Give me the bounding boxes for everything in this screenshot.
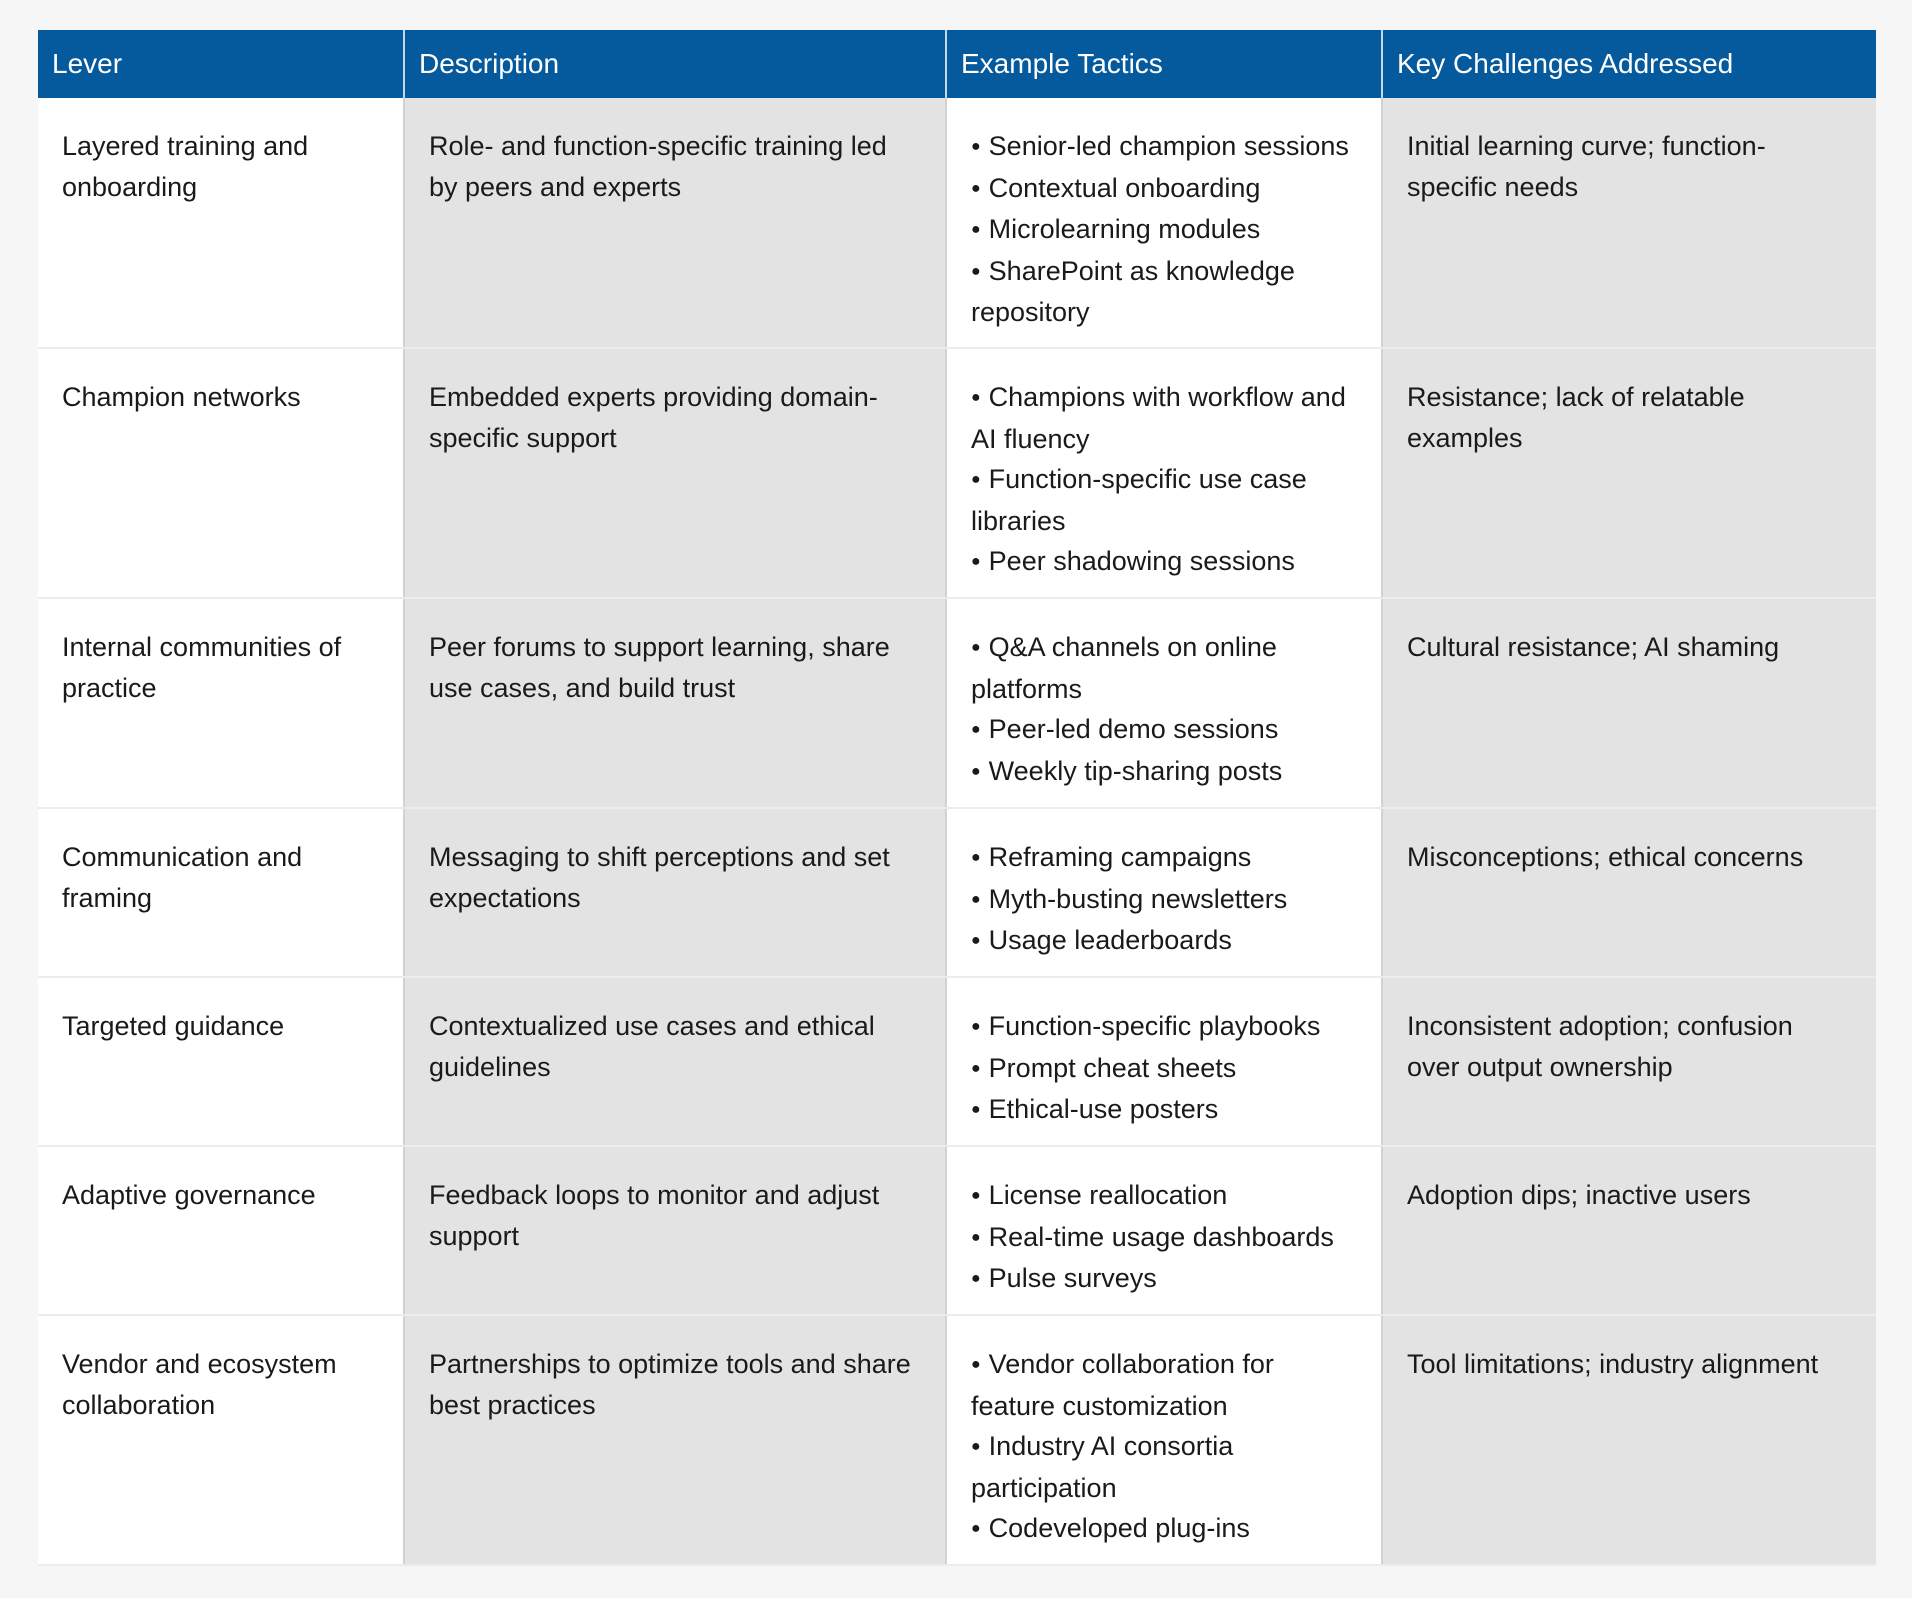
tactic-list-item: ● Usage leaderboards [971, 920, 1357, 962]
tactic-list-item: ● Ethical-use posters [971, 1089, 1357, 1131]
tactics-cell [946, 348, 1382, 598]
tactic-list-item: ● Prompt cheat sheets [971, 1048, 1357, 1090]
tactic-list-item: ● Real-time usage dashboards [971, 1217, 1357, 1259]
tactic-list-item: ● Myth-busting newsletters [971, 879, 1357, 921]
levers-table-container [38, 30, 1876, 1566]
lever-cell: Internal communities of practice [38, 598, 404, 808]
tactics-cell [946, 977, 1382, 1146]
lever-cell: Vendor and ecosystem collaboration [38, 1315, 404, 1565]
tactic-list-item: ● Weekly tip-sharing posts [971, 751, 1357, 793]
tactic-list-item: ● Industry AI consortia participation [971, 1426, 1357, 1508]
tactic-list-item: ● Peer-led demo sessions [971, 709, 1357, 751]
tactic-list-item: ● Function-specific use case libraries [971, 459, 1357, 541]
header-tactics: Example Tactics [946, 30, 1382, 98]
tactic-list-item: ● Peer shadowing sessions [971, 541, 1357, 583]
challenges-cell: Inconsistent adoption; confusion over output ownership [1382, 977, 1876, 1146]
table-header [38, 30, 1876, 98]
tactic-list-item: ● Pulse surveys [971, 1258, 1357, 1300]
table-row [38, 1315, 1876, 1565]
challenges-cell: Initial learning curve; function-specific needs [1382, 98, 1876, 348]
header-row [38, 30, 1876, 98]
table-row [38, 977, 1876, 1146]
lever-cell: Layered training and onboarding [38, 98, 404, 348]
table-row [38, 1146, 1876, 1315]
description-cell: Embedded experts providing domain-specific support [404, 348, 946, 598]
tactics-cell [946, 1315, 1382, 1565]
tactic-list-item: ● Function-specific playbooks [971, 1006, 1357, 1048]
challenges-cell: Cultural resistance; AI shaming [1382, 598, 1876, 808]
tactic-list-item: ● Reframing campaigns [971, 837, 1357, 879]
description-cell: Peer forums to support learning, share use cases, and build trust [404, 598, 946, 808]
challenges-cell: Tool limitations; industry alignment [1382, 1315, 1876, 1565]
table-body [38, 98, 1876, 1565]
table-row [38, 348, 1876, 598]
challenges-cell: Adoption dips; inactive users [1382, 1146, 1876, 1315]
tactic-list-item: ● Codeveloped plug-ins [971, 1508, 1357, 1550]
tactic-list-item: ● License reallocation [971, 1175, 1357, 1217]
challenges-cell: Misconceptions; ethical concerns [1382, 808, 1876, 977]
description-cell: Partnerships to optimize tools and share best practices [404, 1315, 946, 1565]
tactic-list-item: ● SharePoint as knowledge repository [971, 251, 1357, 333]
table-row [38, 98, 1876, 348]
lever-cell: Adaptive governance [38, 1146, 404, 1315]
description-cell: Role- and function-specific training led by peers and experts [404, 98, 946, 348]
challenges-cell: Resistance; lack of relatable examples [1382, 348, 1876, 598]
description-cell: Contextualized use cases and ethical guidelines [404, 977, 946, 1146]
header-challenges: Key Challenges Addressed [1382, 30, 1876, 98]
tactic-list-item: ● Q&A channels on online platforms [971, 627, 1357, 709]
tactic-list-item: ● Champions with workflow and AI fluency [971, 377, 1357, 459]
header-description: Description [404, 30, 946, 98]
tactic-list-item: ● Microlearning modules [971, 209, 1357, 251]
lever-cell: Communication and framing [38, 808, 404, 977]
description-cell: Feedback loops to monitor and adjust support [404, 1146, 946, 1315]
table-row [38, 598, 1876, 808]
tactic-list-item: ● Vendor collaboration for feature customization [971, 1344, 1357, 1426]
header-lever: Lever [38, 30, 404, 98]
description-cell: Messaging to shift perceptions and set expectations [404, 808, 946, 977]
tactics-cell [946, 98, 1382, 348]
tactic-list-item: ● Senior-led champion sessions [971, 126, 1357, 168]
lever-cell: Champion networks [38, 348, 404, 598]
tactics-cell [946, 1146, 1382, 1315]
levers-table [38, 30, 1876, 1566]
tactic-list-item: ● Contextual onboarding [971, 168, 1357, 210]
tactics-cell [946, 598, 1382, 808]
table-row [38, 808, 1876, 977]
tactics-cell [946, 808, 1382, 977]
lever-cell: Targeted guidance [38, 977, 404, 1146]
